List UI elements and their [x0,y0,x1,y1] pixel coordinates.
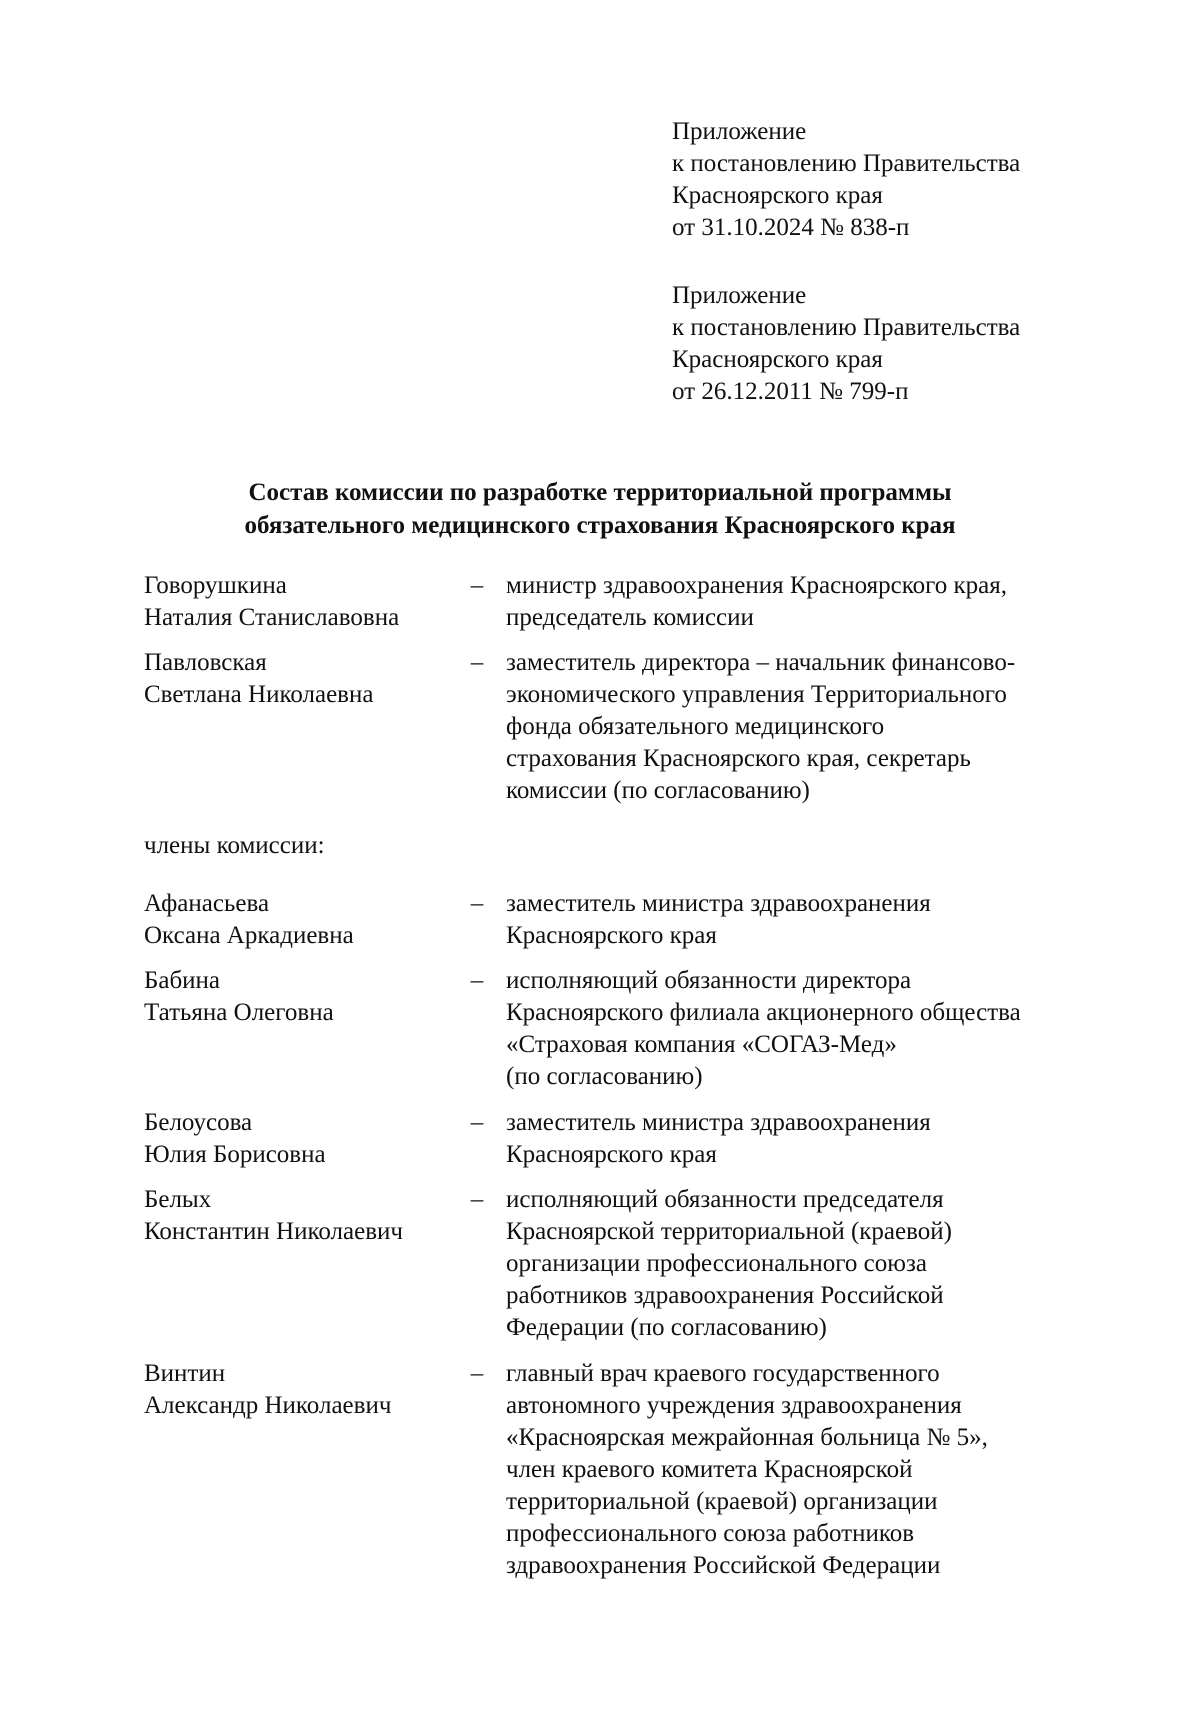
member-name [144,1358,454,1422]
dash-separator: – [470,1186,484,1213]
appendix-line: к постановлению Правительства [672,314,1021,341]
dash-separator: – [470,1109,484,1136]
position-line: организации профессионального союза [506,1250,927,1277]
appendix-line: Приложение [672,118,807,145]
position-line: заместитель министра здравоохранения [506,890,931,917]
member-given-names: Константин Николаевич [144,1218,403,1245]
position-line: член краевого комитета Красноярской [506,1456,913,1483]
position-line: работников здравоохранения Российской [506,1282,944,1309]
position-line: (по согласованию) [506,1063,703,1090]
position-line: экономического управления Территориального [506,681,1007,708]
position-line: заместитель министра здравоохранения [506,1109,931,1136]
member-position [506,570,1126,634]
dash-separator: – [470,572,484,599]
member-position [506,1358,1126,1582]
member-surname: Белоусова [144,1109,253,1136]
position-line: территориальной (краевой) организации [506,1488,938,1515]
position-line: «Страховая компания «СОГАЗ-Мед» [506,1031,897,1058]
appendix-header-original [672,280,1132,408]
appendix-line: к постановлению Правительства [672,150,1021,177]
appendix-header-current [672,116,1132,244]
position-line: Красноярского края [506,922,717,949]
appendix-line: Красноярского края [672,182,883,209]
position-line: страхования Красноярского края, секретарь [506,745,971,772]
members-label: члены комиссии: [144,832,325,859]
dash-separator: – [470,890,484,917]
member-name [144,570,454,634]
member-name [144,1107,454,1171]
position-line: заместитель директора – начальник финансово- [506,649,1016,676]
position-line: автономного учреждения здравоохранения [506,1392,962,1419]
member-surname: Павловская [144,649,267,676]
member-surname: Афанасьева [144,890,270,917]
member-position [506,1184,1126,1344]
member-given-names: Светлана Николаевна [144,681,374,708]
position-line: комиссии (по согласованию) [506,777,810,804]
position-line: министр здравоохранения Красноярского края, [506,572,1007,599]
member-surname: Бабина [144,967,221,994]
member-surname: Белых [144,1186,212,1213]
dash-separator: – [470,649,484,676]
position-line: Красноярского края [506,1141,717,1168]
position-line: Красноярской территориальной (краевой) [506,1218,952,1245]
member-surname: Винтин [144,1360,226,1387]
title-line: обязательного медицинского страхования Красноярского края [244,512,956,539]
member-name [144,888,454,952]
document-title [0,476,1200,542]
member-name [144,647,454,711]
position-line: Красноярского филиала акционерного общества [506,999,1021,1026]
position-line: Федерации (по согласованию) [506,1314,827,1341]
member-position [506,1107,1126,1171]
appendix-line: Красноярского края [672,346,883,373]
member-given-names: Александр Николаевич [144,1392,392,1419]
appendix-line: от 26.12.2011 № 799-п [672,378,909,405]
member-given-names: Татьяна Олеговна [144,999,334,1026]
dash-separator: – [470,1360,484,1387]
member-name [144,1184,454,1248]
position-line: здравоохранения Российской Федерации [506,1552,941,1579]
member-given-names: Наталия Станиславовна [144,604,400,631]
position-line: «Красноярская межрайонная больница № 5», [506,1424,988,1451]
appendix-line: Приложение [672,282,807,309]
member-name [144,965,454,1029]
member-given-names: Оксана Аркадиевна [144,922,354,949]
appendix-line: от 31.10.2024 № 838-п [672,214,910,241]
position-line: профессионального союза работников [506,1520,915,1547]
position-line: главный врач краевого государственного [506,1360,940,1387]
position-line: председатель комиссии [506,604,754,631]
member-position [506,965,1126,1093]
member-position [506,888,1126,952]
dash-separator: – [470,967,484,994]
position-line: фонда обязательного медицинского [506,713,885,740]
member-surname: Говорушкина [144,572,287,599]
member-position [506,647,1126,807]
member-given-names: Юлия Борисовна [144,1141,326,1168]
position-line: исполняющий обязанности председателя [506,1186,944,1213]
title-line: Состав комиссии по разработке территориальной программы [248,479,952,506]
position-line: исполняющий обязанности директора [506,967,912,994]
